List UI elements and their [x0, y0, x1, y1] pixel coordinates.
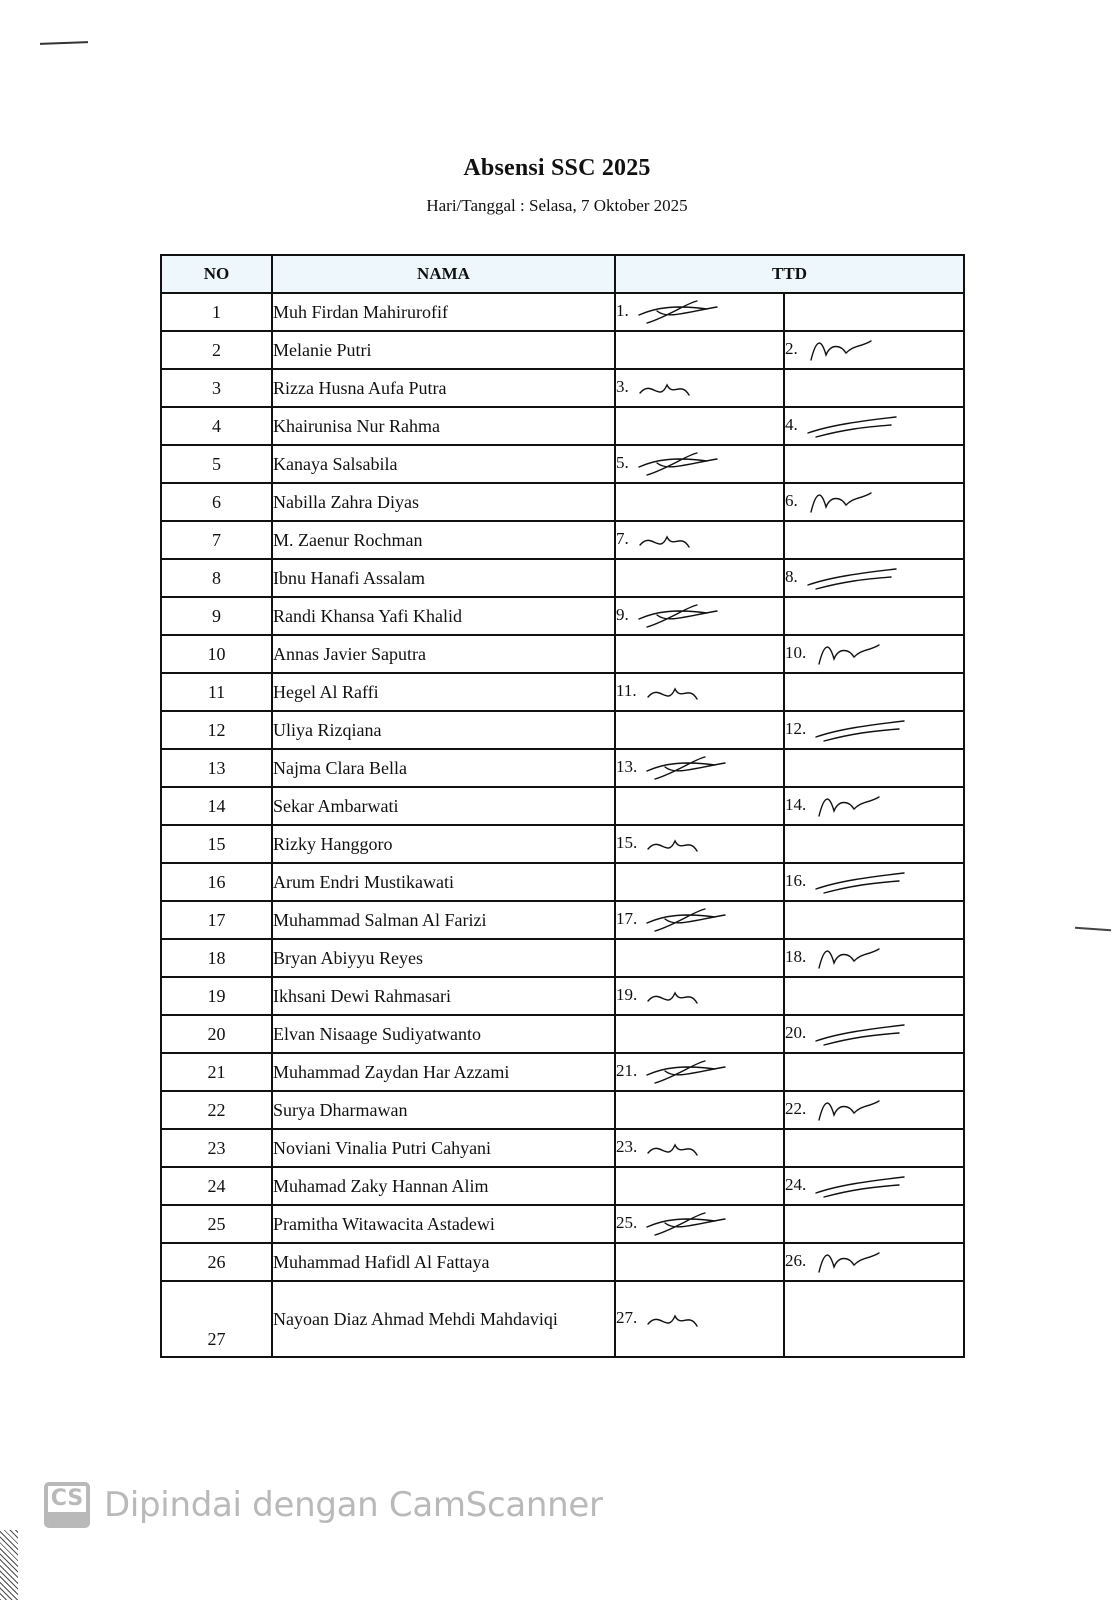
signature-cell-empty	[615, 1167, 784, 1205]
row-name: Hegel Al Raffi	[272, 673, 615, 711]
signature-number: 8.	[785, 567, 798, 587]
handwritten-signature-icon	[645, 1209, 735, 1239]
signature-cell-empty	[784, 369, 964, 407]
row-number: 23	[161, 1129, 272, 1167]
signature-number: 23.	[616, 1137, 638, 1157]
signature-cell-empty	[784, 749, 964, 787]
handwritten-signature-icon	[645, 1304, 735, 1334]
table-row	[161, 1129, 964, 1167]
row-name: Ikhsani Dewi Rahmasari	[272, 977, 615, 1015]
attendance-table	[160, 254, 965, 1358]
table-row	[161, 293, 964, 331]
signature-cell	[784, 1243, 964, 1281]
signature-cell-empty	[615, 787, 784, 825]
signature-number: 1.	[616, 301, 629, 321]
table-row	[161, 1205, 964, 1243]
handwritten-signature-icon	[814, 1171, 904, 1201]
row-number: 25	[161, 1205, 272, 1243]
signature-cell-empty	[784, 1205, 964, 1243]
row-number: 1	[161, 293, 272, 331]
signature-number: 21.	[616, 1061, 638, 1081]
handwritten-signature-icon	[806, 411, 896, 441]
signature-number: 7.	[616, 529, 629, 549]
signature-cell-empty	[615, 711, 784, 749]
signature-number: 12.	[785, 719, 807, 739]
signature-number: 27.	[616, 1308, 638, 1328]
signature-number: 5.	[616, 453, 629, 473]
signature-number: 4.	[785, 415, 798, 435]
document-title: Absensi SSC 2025	[463, 155, 651, 181]
handwritten-signature-icon	[637, 297, 727, 327]
row-name: Rizky Hanggoro	[272, 825, 615, 863]
table-row	[161, 1053, 964, 1091]
signature-cell-empty	[784, 977, 964, 1015]
row-name: Muhamad Zaky Hannan Alim	[272, 1167, 615, 1205]
scan-artifact-mark	[40, 41, 88, 45]
table-row	[161, 521, 964, 559]
signature-cell	[615, 445, 784, 483]
watermark-text: Dipindai dengan CamScanner	[104, 1485, 603, 1525]
signature-cell	[784, 559, 964, 597]
signature-cell	[615, 977, 784, 1015]
row-number: 9	[161, 597, 272, 635]
handwritten-signature-icon	[645, 753, 735, 783]
row-number: 10	[161, 635, 272, 673]
signature-cell-empty	[784, 673, 964, 711]
row-number: 8	[161, 559, 272, 597]
attendance-rows	[161, 293, 964, 1357]
table-row	[161, 1167, 964, 1205]
row-number: 2	[161, 331, 272, 369]
row-name: Nayoan Diaz Ahmad Mehdi Mahdaviqi	[272, 1281, 615, 1357]
row-name: Randi Khansa Yafi Khalid	[272, 597, 615, 635]
row-name: Ibnu Hanafi Assalam	[272, 559, 615, 597]
signature-number: 20.	[785, 1023, 807, 1043]
handwritten-signature-icon	[806, 487, 896, 517]
signature-cell	[615, 901, 784, 939]
row-name: Melanie Putri	[272, 331, 615, 369]
row-number: 18	[161, 939, 272, 977]
signature-cell	[784, 711, 964, 749]
table-row	[161, 749, 964, 787]
signature-number: 18.	[785, 947, 807, 967]
signature-number: 26.	[785, 1251, 807, 1271]
table-row	[161, 407, 964, 445]
header-no: NO	[161, 255, 272, 293]
signature-number: 25.	[616, 1213, 638, 1233]
row-name: Kanaya Salsabila	[272, 445, 615, 483]
handwritten-signature-icon	[814, 1019, 904, 1049]
signature-number: 19.	[616, 985, 638, 1005]
handwritten-signature-icon	[806, 563, 896, 593]
signature-cell	[615, 1053, 784, 1091]
signature-cell-empty	[784, 521, 964, 559]
table-row	[161, 331, 964, 369]
signature-cell	[784, 787, 964, 825]
signature-cell-empty	[615, 483, 784, 521]
signature-cell	[615, 1205, 784, 1243]
row-name: Annas Javier Saputra	[272, 635, 615, 673]
signature-cell	[615, 673, 784, 711]
handwritten-signature-icon	[645, 829, 735, 859]
row-number: 19	[161, 977, 272, 1015]
signature-cell-empty	[784, 1281, 964, 1357]
signature-number: 3.	[616, 377, 629, 397]
signature-cell-empty	[784, 1129, 964, 1167]
row-number: 20	[161, 1015, 272, 1053]
handwritten-signature-icon	[806, 335, 896, 365]
signature-cell	[784, 1167, 964, 1205]
handwritten-signature-icon	[814, 639, 904, 669]
table-row	[161, 635, 964, 673]
table-row	[161, 901, 964, 939]
table-row	[161, 787, 964, 825]
handwritten-signature-icon	[645, 677, 735, 707]
row-name: Uliya Rizqiana	[272, 711, 615, 749]
row-name: Najma Clara Bella	[272, 749, 615, 787]
signature-cell-empty	[615, 407, 784, 445]
row-name: Muhammad Salman Al Farizi	[272, 901, 615, 939]
row-name: Pramitha Witawacita Astadewi	[272, 1205, 615, 1243]
signature-cell-empty	[615, 863, 784, 901]
handwritten-signature-icon	[814, 943, 904, 973]
signature-cell	[784, 1015, 964, 1053]
signature-cell-empty	[784, 293, 964, 331]
signature-number: 17.	[616, 909, 638, 929]
signature-number: 13.	[616, 757, 638, 777]
header-nama: NAMA	[272, 255, 615, 293]
signature-number: 2.	[785, 339, 798, 359]
table-row	[161, 559, 964, 597]
signature-cell	[784, 635, 964, 673]
row-number: 24	[161, 1167, 272, 1205]
handwritten-signature-icon	[814, 1247, 904, 1277]
signature-cell-empty	[615, 1243, 784, 1281]
signature-cell	[615, 825, 784, 863]
row-number: 22	[161, 1091, 272, 1129]
row-number: 17	[161, 901, 272, 939]
scan-artifact-mark	[1075, 927, 1111, 932]
row-number: 3	[161, 369, 272, 407]
signature-cell	[784, 863, 964, 901]
header-ttd: TTD	[615, 255, 964, 293]
table-row	[161, 1243, 964, 1281]
signature-cell-empty	[784, 597, 964, 635]
signature-number: 22.	[785, 1099, 807, 1119]
row-name: Sekar Ambarwati	[272, 787, 615, 825]
signature-cell	[784, 331, 964, 369]
handwritten-signature-icon	[645, 1057, 735, 1087]
signature-number: 15.	[616, 833, 638, 853]
row-name: Bryan Abiyyu Reyes	[272, 939, 615, 977]
handwritten-signature-icon	[814, 867, 904, 897]
row-number: 5	[161, 445, 272, 483]
row-name: Nabilla Zahra Diyas	[272, 483, 615, 521]
table-row	[161, 597, 964, 635]
signature-cell	[615, 293, 784, 331]
table-row	[161, 673, 964, 711]
row-number: 12	[161, 711, 272, 749]
row-number: 11	[161, 673, 272, 711]
row-number: 14	[161, 787, 272, 825]
row-name: Rizza Husna Aufa Putra	[272, 369, 615, 407]
signature-number: 9.	[616, 605, 629, 625]
handwritten-signature-icon	[814, 791, 904, 821]
signature-number: 24.	[785, 1175, 807, 1195]
handwritten-signature-icon	[637, 525, 727, 555]
row-number: 27	[161, 1281, 272, 1357]
signature-cell-empty	[615, 331, 784, 369]
table-row	[161, 863, 964, 901]
handwritten-signature-icon	[814, 1095, 904, 1125]
signature-cell-empty	[615, 635, 784, 673]
row-name: Elvan Nisaage Sudiyatwanto	[272, 1015, 615, 1053]
row-number: 15	[161, 825, 272, 863]
row-number: 26	[161, 1243, 272, 1281]
row-name: M. Zaenur Rochman	[272, 521, 615, 559]
table-row	[161, 977, 964, 1015]
row-number: 21	[161, 1053, 272, 1091]
table-row	[161, 369, 964, 407]
signature-cell	[784, 407, 964, 445]
row-number: 16	[161, 863, 272, 901]
row-number: 7	[161, 521, 272, 559]
table-row	[161, 445, 964, 483]
signature-cell	[784, 939, 964, 977]
signature-cell	[615, 1129, 784, 1167]
signature-number: 14.	[785, 795, 807, 815]
table-row	[161, 1281, 964, 1357]
table-row	[161, 1091, 964, 1129]
row-name: Surya Dharmawan	[272, 1091, 615, 1129]
row-name: Noviani Vinalia Putri Cahyani	[272, 1129, 615, 1167]
signature-cell-empty	[784, 825, 964, 863]
signature-cell-empty	[784, 445, 964, 483]
table-row	[161, 1015, 964, 1053]
row-name: Muhammad Zaydan Har Azzami	[272, 1053, 615, 1091]
row-name: Khairunisa Nur Rahma	[272, 407, 615, 445]
camscanner-logo-icon: CS	[44, 1482, 90, 1528]
signature-cell	[615, 1281, 784, 1357]
signature-cell	[615, 749, 784, 787]
table-row	[161, 711, 964, 749]
document-date: Hari/Tanggal : Selasa, 7 Oktober 2025	[426, 196, 688, 215]
row-name: Muhammad Hafidl Al Fattaya	[272, 1243, 615, 1281]
signature-cell	[784, 1091, 964, 1129]
row-name: Muh Firdan Mahirurofif	[272, 293, 615, 331]
signature-cell-empty	[615, 559, 784, 597]
handwritten-signature-icon	[637, 373, 727, 403]
signature-cell-empty	[784, 1053, 964, 1091]
signature-number: 16.	[785, 871, 807, 891]
signature-cell-empty	[615, 939, 784, 977]
signature-cell-empty	[615, 1015, 784, 1053]
table-row	[161, 825, 964, 863]
signature-cell-empty	[615, 1091, 784, 1129]
signature-cell	[615, 597, 784, 635]
scan-artifact-edge	[0, 1530, 18, 1600]
signature-number: 10.	[785, 643, 807, 663]
camscanner-watermark	[44, 1480, 603, 1530]
signature-cell	[615, 369, 784, 407]
signature-cell-empty	[784, 901, 964, 939]
row-number: 13	[161, 749, 272, 787]
row-number: 6	[161, 483, 272, 521]
table-header-row	[161, 255, 964, 293]
handwritten-signature-icon	[645, 905, 735, 935]
signature-number: 11.	[616, 681, 637, 701]
signature-cell	[615, 521, 784, 559]
signature-cell	[784, 483, 964, 521]
handwritten-signature-icon	[645, 981, 735, 1011]
row-number: 4	[161, 407, 272, 445]
row-name: Arum Endri Mustikawati	[272, 863, 615, 901]
signature-number: 6.	[785, 491, 798, 511]
table-row	[161, 939, 964, 977]
handwritten-signature-icon	[645, 1133, 735, 1163]
handwritten-signature-icon	[637, 449, 727, 479]
handwritten-signature-icon	[637, 601, 727, 631]
handwritten-signature-icon	[814, 715, 904, 745]
table-row	[161, 483, 964, 521]
